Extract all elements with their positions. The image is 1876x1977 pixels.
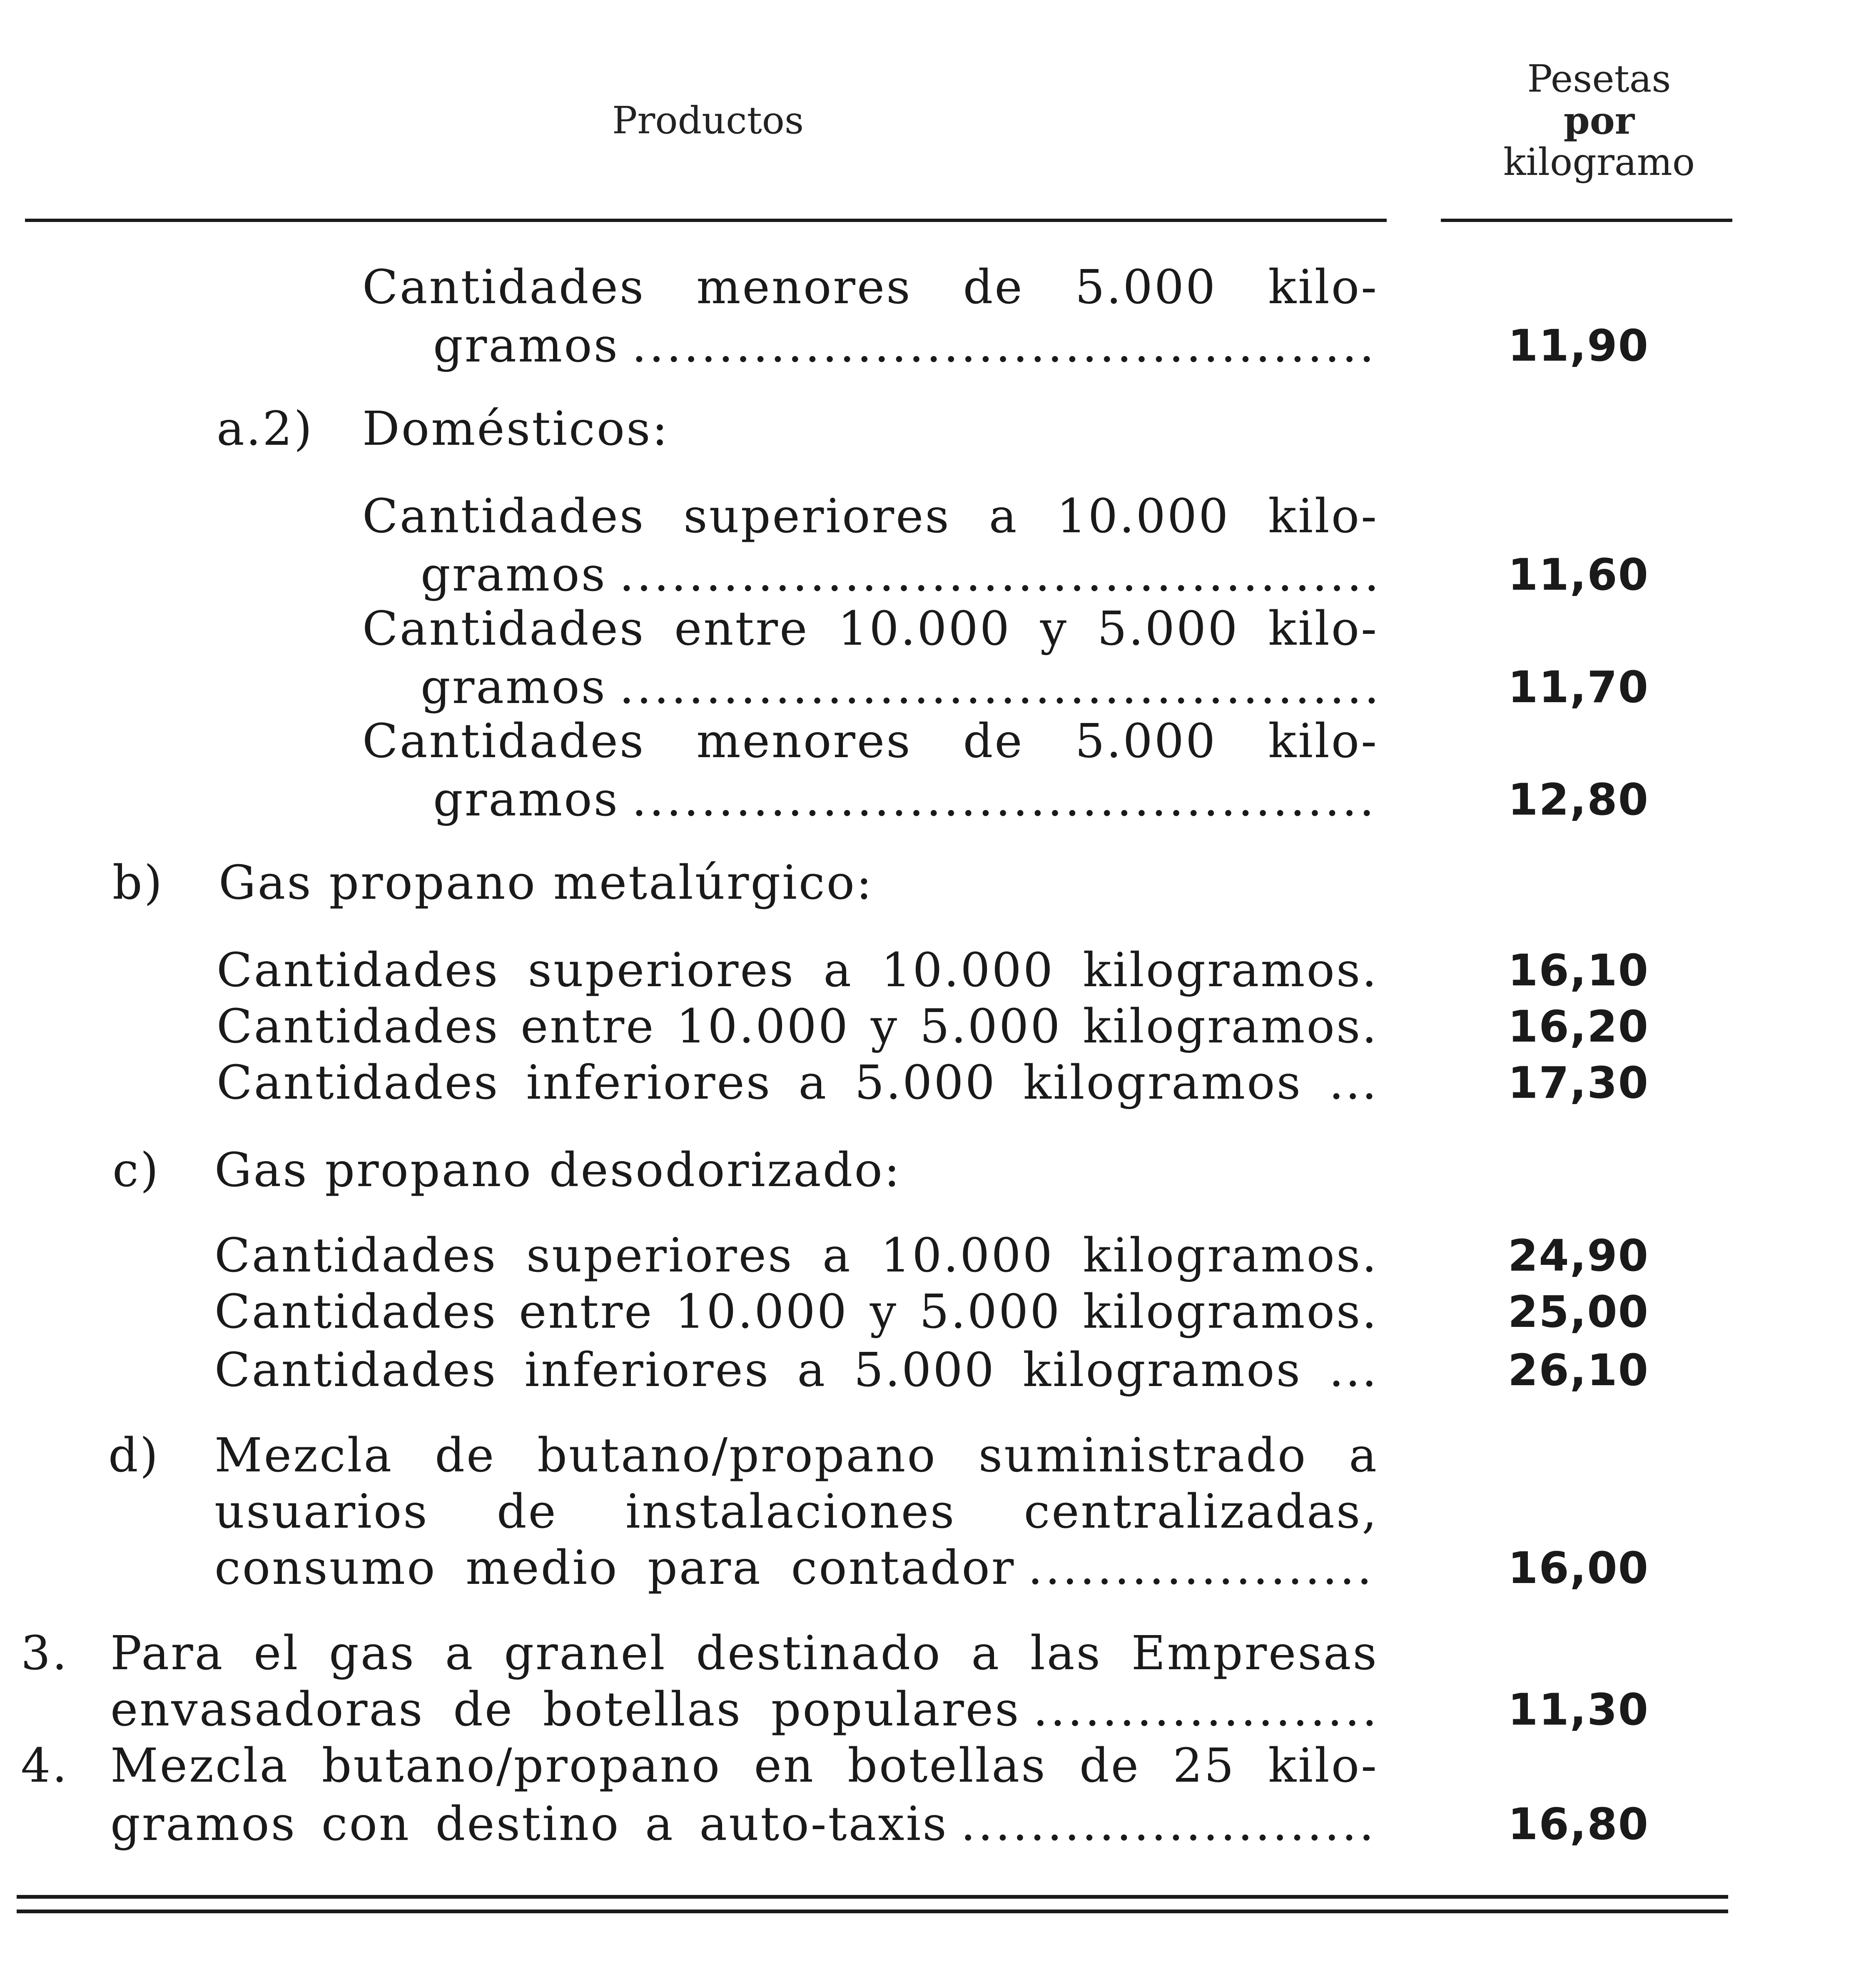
row-text-leader	[110, 1680, 1378, 1739]
row-text: consumo medio para contador	[214, 1541, 1016, 1595]
dot-leader	[1033, 1680, 1378, 1739]
row-text: Cantidades inferiores a 5.000 kilogramos ...	[214, 1343, 1378, 1397]
price-value: 11,90	[1508, 320, 1649, 371]
price-value: 17,30	[1508, 1057, 1649, 1108]
header-por: por	[1563, 99, 1635, 143]
row-text: Cantidades superiores a 10.000 kilogramos.	[217, 943, 1378, 997]
row-text-leader	[214, 1539, 1378, 1597]
price-value: 11,60	[1508, 549, 1649, 600]
row-text-line: Cantidades superiores a 10.000 kilo-	[362, 489, 1378, 543]
column-header-productos: Productos	[612, 99, 804, 142]
dot-leader	[632, 770, 1378, 829]
dot-leader	[961, 1795, 1378, 1853]
header-rule-left	[25, 219, 1387, 222]
row-text: Cantidades entre 10.000 y 5.000 kilogramos.	[217, 1000, 1378, 1054]
section-heading: Gas propano desodorizado:	[214, 1143, 902, 1197]
row-text: gramos	[433, 319, 620, 373]
price-value: 16,20	[1508, 1001, 1649, 1052]
row-text-line: Cantidades menores de 5.000 kilo-	[362, 714, 1378, 768]
price-value: 26,10	[1508, 1345, 1649, 1396]
row-text: Cantidades superiores a 10.000 kilogramos.	[214, 1229, 1378, 1283]
row-text-leader	[433, 317, 1378, 375]
bottom-rule-upper	[17, 1895, 1728, 1899]
row-text-leader	[421, 658, 1378, 716]
section-marker: d)	[108, 1429, 160, 1483]
row-text: gramos	[433, 773, 620, 827]
row-text-leader	[433, 770, 1378, 829]
item-number: 3.	[21, 1626, 69, 1680]
row-text: gramos	[421, 660, 607, 714]
price-value: 16,80	[1508, 1799, 1649, 1850]
row-text-line: Cantidades menores de 5.000 kilo-	[362, 260, 1378, 314]
section-heading: Gas propano metalúrgico:	[219, 856, 874, 910]
section-marker: c)	[112, 1143, 160, 1197]
price-value: 24,90	[1508, 1230, 1649, 1281]
price-value: 16,00	[1508, 1543, 1649, 1593]
row-text: Cantidades inferiores a 5.000 kilogramos ...	[217, 1056, 1378, 1110]
row-text-leader	[421, 546, 1378, 604]
row-text-line: Para el gas a granel destinado a las Empresas	[110, 1626, 1378, 1680]
column-header-pesetas-por-kilogramo	[1449, 58, 1749, 183]
price-value: 11,30	[1508, 1684, 1649, 1735]
header-kilogramo: kilogramo	[1503, 140, 1695, 184]
row-text: gramos con destino a auto-taxis	[110, 1797, 948, 1851]
row-text-leader	[110, 1795, 1378, 1853]
row-text: gramos	[421, 548, 607, 602]
dot-leader	[632, 317, 1378, 375]
section-marker: a.2)	[217, 402, 314, 456]
section-heading: Domésticos:	[362, 402, 670, 456]
item-number: 4.	[21, 1739, 69, 1793]
dot-leader	[619, 658, 1378, 716]
price-value: 16,10	[1508, 945, 1649, 996]
bottom-rule-lower	[17, 1910, 1728, 1913]
section-marker: b)	[112, 856, 164, 910]
header-pesetas: Pesetas	[1527, 57, 1671, 101]
dot-leader	[1028, 1539, 1378, 1597]
dot-leader	[619, 546, 1378, 604]
header-rule-right	[1441, 219, 1732, 222]
row-text-line: Mezcla de butano/propano suministrado a	[214, 1429, 1378, 1483]
row-text-line: usuarios de instalaciones centralizadas,	[214, 1485, 1378, 1539]
price-value: 11,70	[1508, 662, 1649, 713]
row-text: Cantidades entre 10.000 y 5.000 kilogramos.	[214, 1285, 1378, 1339]
price-value: 25,00	[1508, 1286, 1649, 1337]
row-text-line: Mezcla butano/propano en botellas de 25 kilo-	[110, 1739, 1378, 1793]
row-text: envasadoras de botellas populares	[110, 1683, 1021, 1737]
row-text-line: Cantidades entre 10.000 y 5.000 kilo-	[362, 602, 1378, 656]
price-value: 12,80	[1508, 774, 1649, 825]
